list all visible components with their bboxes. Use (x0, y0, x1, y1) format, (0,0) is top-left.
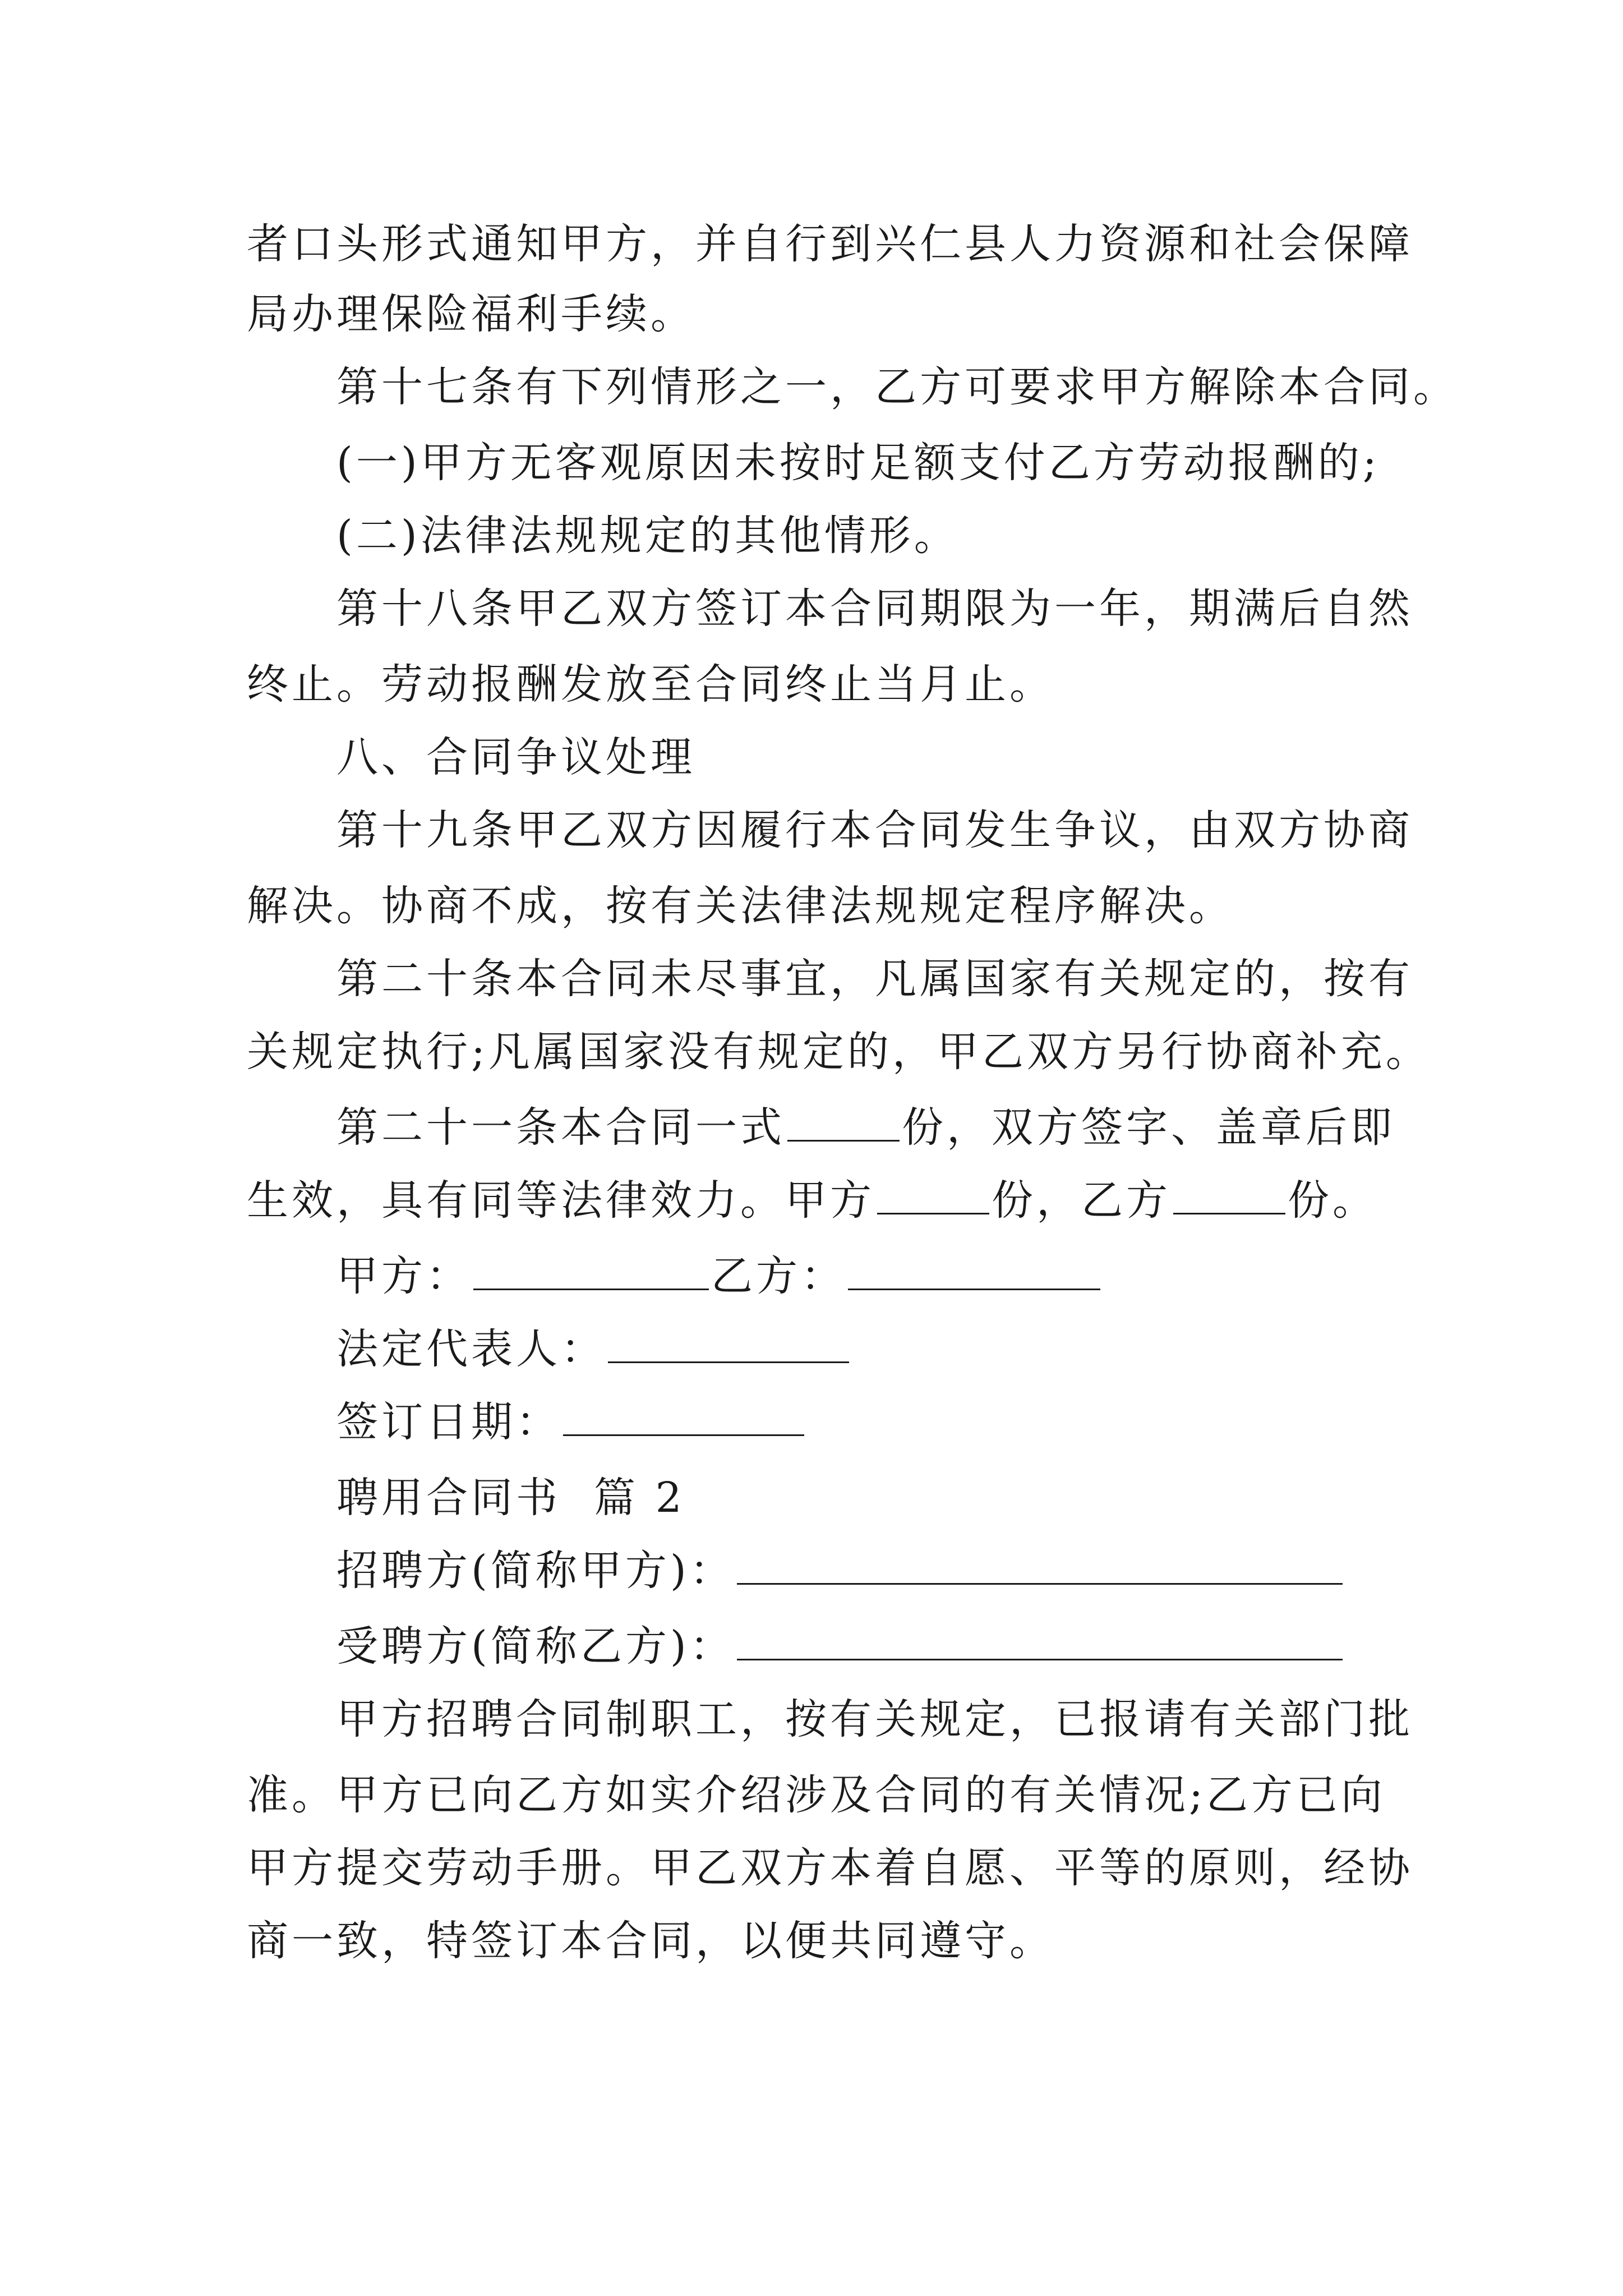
employer-blank (737, 1548, 1343, 1585)
text-line: 者口头形式通知甲方，并自行到兴仁县人力资源和社会保障 (247, 220, 1413, 268)
sign-date-blank (563, 1400, 804, 1436)
party-a-copies-blank (877, 1178, 989, 1214)
employee-label: 受聘方(简称乙方)： (336, 1622, 735, 1671)
clause-text: 份。 (1288, 1176, 1377, 1225)
text-line: 解决。协商不成，按有关法律法规规定程序解决。 (247, 882, 1234, 930)
clause-text: 第二十一条本合同一式 (336, 1103, 785, 1152)
text-line: 第二十条本合同未尽事宜，凡属国家有关规定的，按有 (336, 955, 1413, 1003)
text-line: (二)法律法规规定的其他情形。 (336, 512, 959, 560)
party-signature-line (336, 1248, 1103, 1304)
text-line: 第十八条甲乙双方签订本合同期限为一年，期满后自然 (336, 585, 1413, 633)
party-a-label: 甲方： (336, 1252, 471, 1300)
sign-date-label: 签订日期： (336, 1398, 561, 1446)
text-line: 甲方提交劳动手册。甲乙双方本着自愿、平等的原则，经协 (247, 1844, 1413, 1892)
employee-line (336, 1618, 1345, 1674)
employer-line (336, 1543, 1345, 1599)
employee-blank (737, 1624, 1343, 1660)
text-line: 局办理保险福利手续。 (247, 290, 695, 338)
copies-total-blank (787, 1105, 900, 1142)
legal-rep-line (336, 1321, 851, 1377)
clause-21-line-1 (336, 1099, 1395, 1156)
text-line: 甲方招聘合同制职工，按有关规定，已报请有关部门批 (336, 1695, 1413, 1743)
legal-rep-label: 法定代表人： (336, 1325, 606, 1373)
text-line: 准。甲方已向乙方如实介绍涉及合同的有关情况;乙方已向 (247, 1771, 1386, 1819)
party-b-copies-blank (1173, 1178, 1285, 1214)
clause-text: 份，乙方 (992, 1176, 1171, 1225)
party-b-label: 乙方： (711, 1252, 846, 1300)
clause-21-line-2 (247, 1172, 1377, 1228)
legal-rep-blank (608, 1327, 849, 1363)
sign-date-line (336, 1394, 806, 1450)
clause-text: 生效，具有同等法律效力。甲方 (247, 1176, 875, 1225)
text-line: 终止。劳动报酬发放至合同终止当月止。 (247, 660, 1054, 708)
text-line: 关规定执行;凡属国家没有规定的，甲乙双方另行协商补充。 (247, 1028, 1431, 1076)
text-line: 第十七条有下列情形之一，乙方可要求甲方解除本合同。 (336, 363, 1458, 411)
text-line: 商一致，特签订本合同，以便共同遵守。 (247, 1917, 1054, 1965)
party-b-blank (848, 1254, 1100, 1290)
section-2-title: 聘用合同书 篇 2 (336, 1474, 685, 1522)
text-line: (一)甲方无客观原因未按时足额支付乙方劳动报酬的; (336, 439, 1380, 487)
clause-text: 份，双方签字、盖章后即 (902, 1103, 1395, 1152)
employer-label: 招聘方(简称甲方)： (336, 1547, 735, 1595)
text-line: 第十九条甲乙双方因履行本合同发生争议，由双方协商 (336, 806, 1413, 854)
section-heading: 八、合同争议处理 (336, 733, 695, 781)
party-a-blank (473, 1254, 709, 1290)
